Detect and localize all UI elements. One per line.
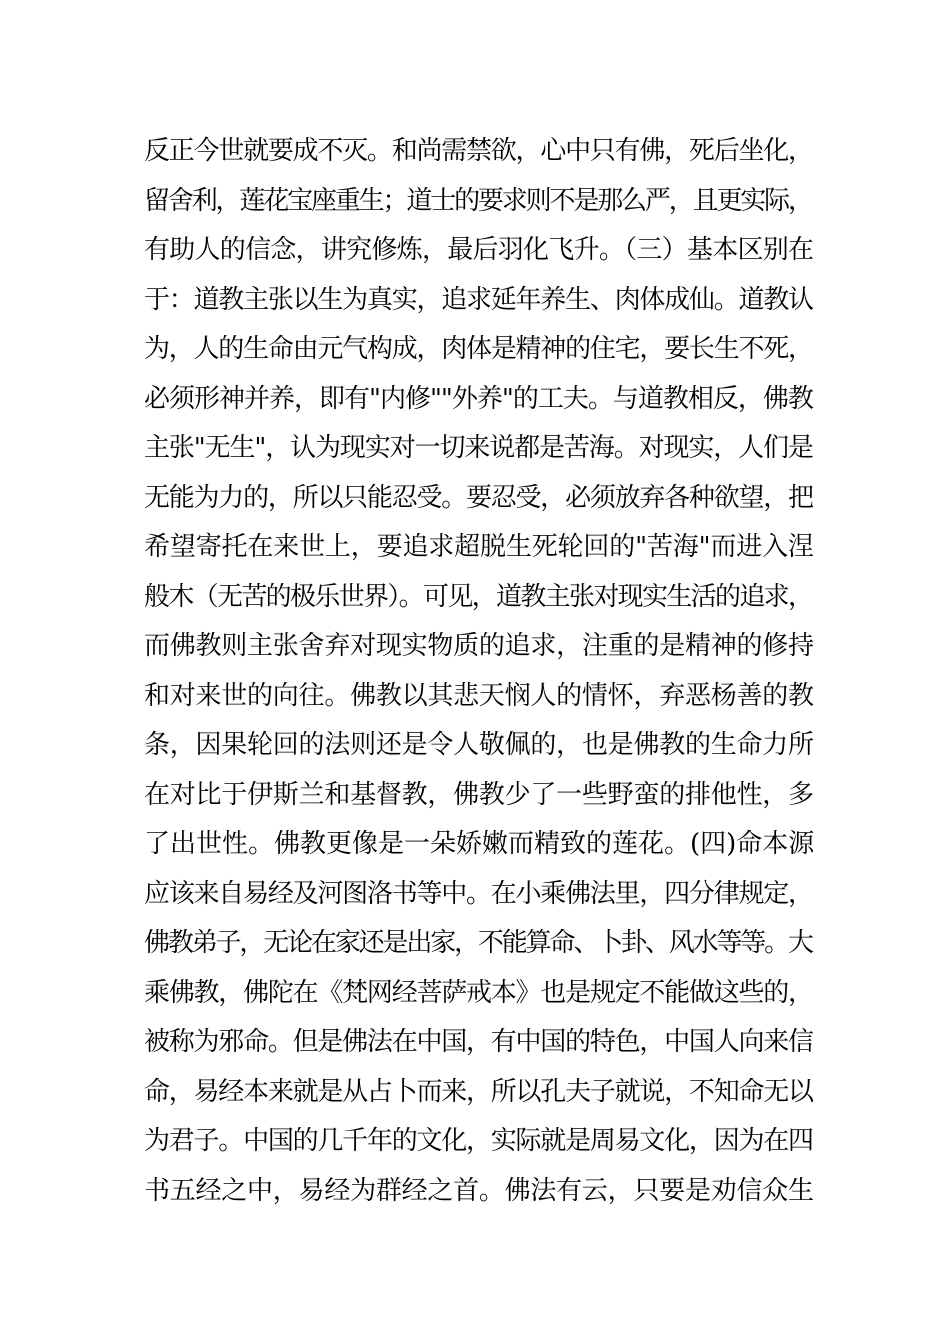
text-line-22: 书五经之中，易经为群经之首。佛法有云，只要是劝信众生 bbox=[144, 1175, 814, 1206]
text-line-4: 于：道教主张以生为真实，追求延年养生、肉体成仙。道教认 bbox=[144, 284, 813, 315]
text-line-15: 了出世性。佛教更像是一朵娇嫩而精致的莲花。(四)命本源 bbox=[144, 829, 815, 859]
text-line-1: 反正今世就要成不灭。和尚需禁欲，心中只有佛，死后坐化， bbox=[144, 136, 813, 166]
text-line-9: 希望寄托在来世上，要追求超脱生死轮回的"苦海"而进入涅 bbox=[144, 532, 814, 562]
text-line-21: 为君子。中国的几千年的文化，实际就是周易文化，因为在四 bbox=[144, 1126, 813, 1156]
text-line-7: 主张"无生"，认为现实对一切来说都是苦海。对现实，人们是 bbox=[144, 433, 813, 463]
text-line-16: 应该来自易经及河图洛书等中。在小乘佛法里，四分律规定， bbox=[144, 878, 813, 909]
text-line-20: 命，易经本来就是从占卜而来，所以孔夫子就说，不知命无以 bbox=[144, 1076, 813, 1107]
text-line-19: 被称为邪命。但是佛法在中国，有中国的特色，中国人向来信 bbox=[144, 1027, 813, 1057]
text-line-10: 般木（无苦的极乐世界）。可见，道教主张对现实生活的追求， bbox=[144, 581, 813, 612]
text-line-13: 条，因果轮回的法则还是令人敬佩的，也是佛教的生命力所 bbox=[144, 730, 814, 760]
text-line-18: 乘佛教，佛陀在《梵网经菩萨戒本》也是规定不能做这些的， bbox=[144, 977, 813, 1008]
text-line-11: 而佛教则主张舍弃对现实物质的追求，注重的是精神的修持 bbox=[144, 631, 814, 661]
text-line-12: 和对来世的向往。佛教以其悲天悯人的情怀，弃恶杨善的教 bbox=[144, 680, 814, 711]
text-line-14: 在对比于伊斯兰和基督教，佛教少了一些野蛮的排他性，多 bbox=[144, 779, 814, 810]
text-line-5: 为，人的生命由元气构成，肉体是精神的住宅，要长生不死， bbox=[144, 334, 813, 364]
text-line-3: 有助人的信念，讲究修炼，最后羽化飞升。（三）基本区别在 bbox=[144, 235, 814, 265]
text-line-8: 无能为力的，所以只能忍受。要忍受，必须放弃各种欲望，把 bbox=[144, 482, 813, 513]
text-line-2: 留舍利，莲花宝座重生；道士的要求则不是那么严，且更实际， bbox=[144, 185, 812, 216]
text-line-6: 必须形神并养，即有"内修""外养"的工夫。与道教相反，佛教 bbox=[144, 383, 813, 414]
body-text bbox=[144, 127, 814, 1216]
text-line-17: 佛教弟子，无论在家还是出家，不能算命、卜卦、风水等等。大 bbox=[144, 928, 812, 958]
